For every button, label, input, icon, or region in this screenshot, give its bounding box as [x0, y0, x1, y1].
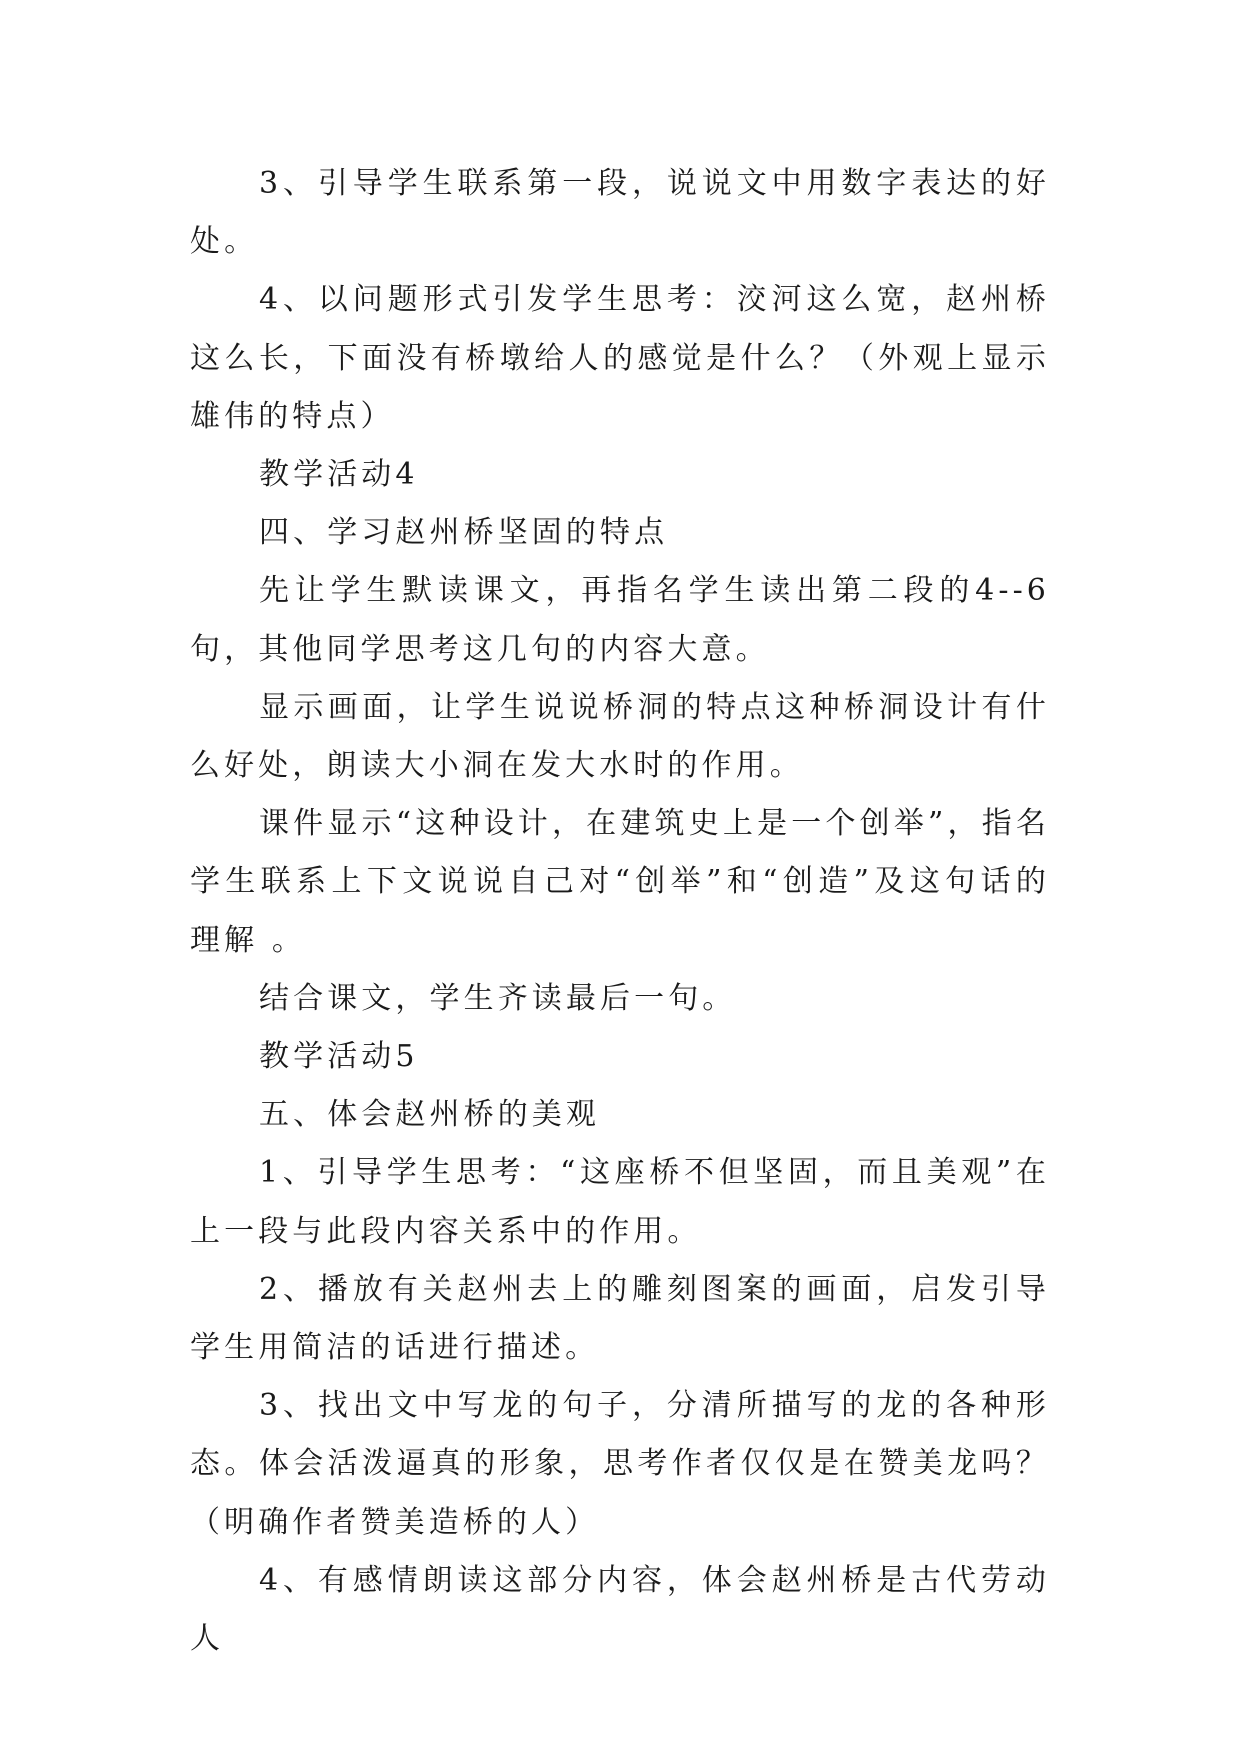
paragraph: 结合课文，学生齐读最后一句。: [259, 980, 737, 1016]
section-heading: 四、学习赵州桥坚固的特点: [259, 515, 669, 551]
paragraph: 课件显示“这种设计，在建筑史上是一个创举”，指名学生联系上下文说说自己对“创举”和“创造”及这句话的理解 。: [190, 806, 1050, 958]
paragraph: 先让学生默读课文，再指名学生读出第二段的4--6句，其他同学思考这几句的内容大意。: [190, 573, 1050, 667]
paragraph: 4、有感情朗读这部分内容，体会赵州桥是古代劳动人: [190, 1562, 1050, 1657]
paragraph: 1、引导学生思考：“这座桥不但坚固，而且美观”在上一段与此段内容关系中的作用。: [190, 1155, 1050, 1249]
paragraph: 教学活动5: [259, 1039, 419, 1075]
paragraph: 4、以问题形式引发学生思考：洨河这么宽，赵州桥这么长，下面没有桥墩给人的感觉是什么？（外观上显示雄伟的特点）: [190, 282, 1050, 434]
section-heading: 五、体会赵州桥的美观: [259, 1097, 600, 1133]
paragraph: 3、找出文中写龙的句子，分清所描写的龙的各种形态。体会活泼逼真的形象，思考作者仅仅是在赞美龙吗？（明确作者赞美造桥的人）: [190, 1388, 1050, 1540]
document-page: [190, 155, 1050, 1668]
paragraph: 2、播放有关赵州去上的雕刻图案的画面，启发引导学生用简洁的话进行描述。: [190, 1271, 1050, 1366]
paragraph: 教学活动4: [259, 457, 419, 493]
paragraph: 3、引导学生联系第一段，说说文中用数字表达的好处。: [190, 166, 1050, 260]
paragraph: 显示画面，让学生说说桥洞的特点这种桥洞设计有什么好处，朗读大小洞在发大水时的作用。: [190, 689, 1050, 784]
